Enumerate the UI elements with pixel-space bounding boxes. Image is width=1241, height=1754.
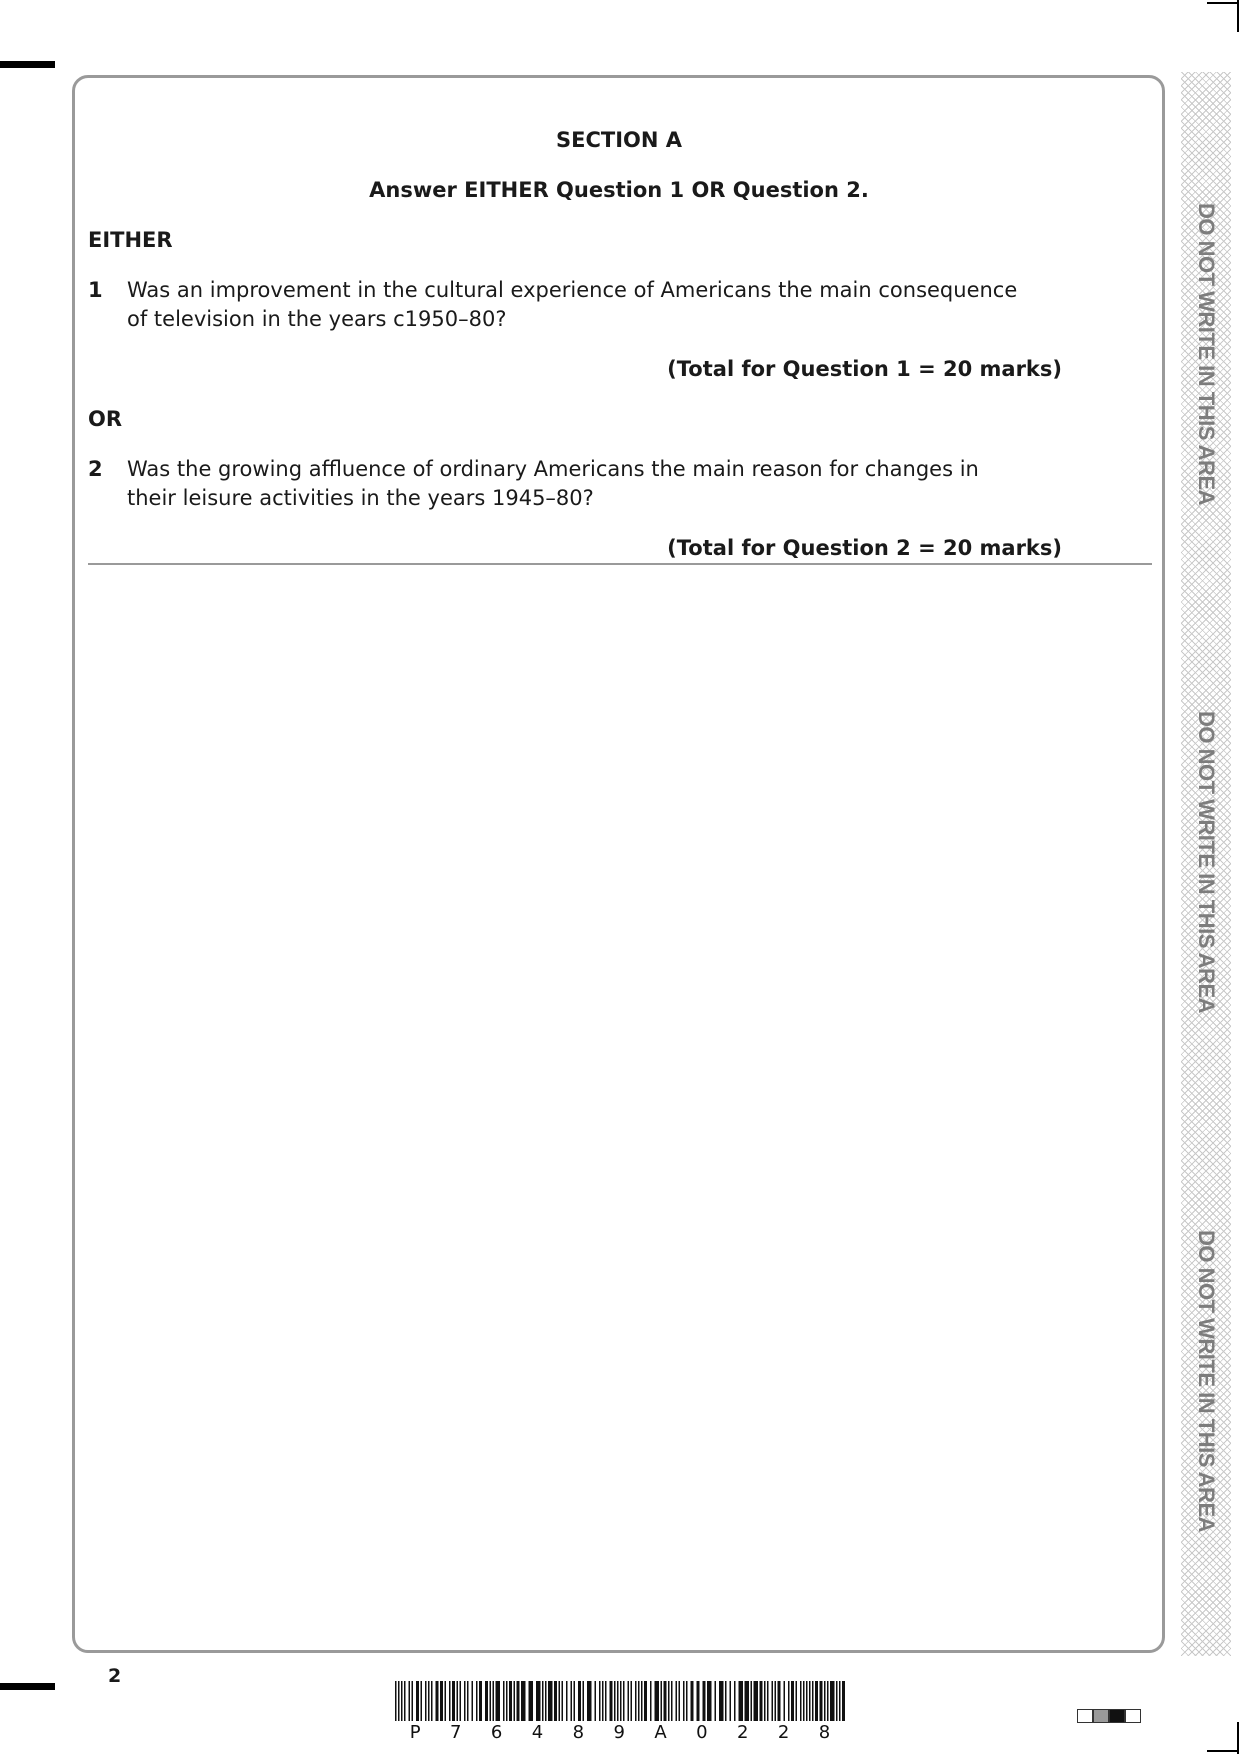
barcode-bar xyxy=(548,1681,553,1721)
barcode-bar xyxy=(595,1681,597,1721)
section-title: SECTION A xyxy=(555,128,682,152)
barcode-bar xyxy=(676,1681,678,1721)
barcode-bar xyxy=(467,1681,469,1721)
barcode-bar xyxy=(715,1681,717,1721)
barcode-bar xyxy=(623,1681,625,1721)
barcode-bar xyxy=(668,1681,670,1721)
barcode-bar xyxy=(778,1681,781,1721)
barcode-bar xyxy=(436,1681,439,1721)
crop-mark xyxy=(1237,0,1239,32)
barcode-bar xyxy=(620,1681,622,1721)
barcode-bar xyxy=(641,1681,643,1721)
barcode-bar xyxy=(503,1681,505,1721)
barcode-bar xyxy=(428,1681,430,1721)
barcode-bar xyxy=(796,1681,798,1721)
barcode-bar xyxy=(562,1681,564,1721)
barcode-bar xyxy=(683,1681,685,1721)
barcode-char: 8 xyxy=(572,1722,585,1743)
margin-warning-text: DO NOT WRITE IN THIS AREA xyxy=(1194,1229,1219,1533)
barcode-bar xyxy=(605,1681,607,1721)
question-number: 1 xyxy=(88,278,103,302)
barcode-bar xyxy=(751,1681,753,1721)
barcode-bar xyxy=(830,1681,835,1721)
barcode-bar xyxy=(739,1681,744,1721)
barcode-bar xyxy=(679,1681,681,1721)
question-number: 2 xyxy=(88,457,103,481)
barcode-bar xyxy=(686,1681,688,1721)
crop-mark xyxy=(1207,2,1239,4)
barcode-bar xyxy=(521,1681,526,1721)
barcode-bar xyxy=(457,1681,459,1721)
barcode-char: P xyxy=(409,1722,421,1743)
barcode-bar xyxy=(464,1681,466,1721)
barcode-bar xyxy=(493,1681,495,1721)
barcode-bar xyxy=(824,1681,826,1721)
question-text xyxy=(127,455,979,513)
barcode-bar xyxy=(545,1681,547,1721)
barcode-bar xyxy=(661,1681,663,1721)
barcode-bar xyxy=(617,1681,619,1721)
barcode-bar xyxy=(614,1681,616,1721)
barcode-bar xyxy=(725,1681,727,1721)
registration-mark xyxy=(0,61,55,68)
barcode-bar xyxy=(476,1681,478,1721)
page-number: 2 xyxy=(108,1665,122,1687)
section-instruction: Answer EITHER Question 1 OR Question 2. xyxy=(369,178,869,202)
section-divider xyxy=(88,563,1152,565)
barcode-bar xyxy=(800,1681,802,1721)
barcode-bar xyxy=(490,1681,492,1721)
barcode-char: A xyxy=(654,1722,667,1743)
barcode-bar xyxy=(506,1681,508,1721)
barcode-bar xyxy=(788,1681,790,1721)
registration-mark xyxy=(0,1683,55,1690)
barcode-number xyxy=(395,1722,845,1743)
barcode-bar xyxy=(395,1681,397,1721)
barcode-bar xyxy=(638,1681,640,1721)
barcode-bar xyxy=(610,1681,613,1721)
barcode-bar xyxy=(764,1681,766,1721)
barcode-bar xyxy=(536,1681,541,1721)
margin-warning-text: DO NOT WRITE IN THIS AREA xyxy=(1194,202,1219,506)
barcode-bar xyxy=(398,1681,400,1721)
barcode-bar xyxy=(449,1681,451,1721)
page-indicator-squares xyxy=(1077,1709,1141,1723)
barcode-bar xyxy=(803,1681,805,1721)
barcode-bar xyxy=(514,1681,516,1721)
barcode-bar xyxy=(671,1681,673,1721)
barcode-bar xyxy=(644,1681,647,1721)
barcode-char: 9 xyxy=(613,1722,625,1743)
barcode-bar xyxy=(839,1681,841,1721)
barcode-bar xyxy=(631,1681,633,1721)
barcode-bar xyxy=(784,1681,786,1721)
barcode-bar xyxy=(583,1681,585,1721)
barcode-bar xyxy=(445,1681,447,1721)
barcode-bar xyxy=(409,1681,411,1721)
barcode-bar xyxy=(599,1681,601,1721)
margin-warning-text: DO NOT WRITE IN THIS AREA xyxy=(1194,710,1219,1014)
question-line: of television in the years c1950–80? xyxy=(127,307,507,331)
barcode-bar xyxy=(664,1681,667,1721)
barcode-bar xyxy=(734,1681,736,1721)
barcode-bar xyxy=(416,1681,419,1721)
question-text xyxy=(127,276,1017,334)
indicator-square xyxy=(1093,1709,1109,1723)
indicator-square xyxy=(1109,1709,1125,1723)
barcode-bar xyxy=(697,1681,700,1721)
barcode-bar xyxy=(587,1681,592,1721)
barcode-bar xyxy=(820,1681,823,1721)
barcode-bar xyxy=(472,1681,474,1721)
barcode-bar xyxy=(719,1681,724,1721)
barcode-bar xyxy=(791,1681,794,1721)
barcode-bar xyxy=(479,1681,482,1721)
barcode-bar xyxy=(421,1681,423,1721)
question-marks: (Total for Question 1 = 20 marks) xyxy=(667,357,1062,381)
barcode-bar xyxy=(460,1681,462,1721)
barcode-bar xyxy=(452,1681,455,1721)
barcode-bar xyxy=(602,1681,604,1721)
barcode-bar xyxy=(836,1681,838,1721)
indicator-square xyxy=(1125,1709,1141,1723)
barcode-bar xyxy=(571,1681,573,1721)
barcode-bar xyxy=(554,1681,557,1721)
barcode-char: 7 xyxy=(449,1722,462,1743)
barcode-bar xyxy=(404,1681,406,1721)
barcode-bar xyxy=(812,1681,814,1721)
barcode-char: 4 xyxy=(531,1722,544,1743)
question-marks: (Total for Question 2 = 20 marks) xyxy=(667,536,1062,560)
question-line: their leisure activities in the years 1945–80? xyxy=(127,486,594,510)
barcode-bar xyxy=(496,1681,501,1721)
barcode-bar xyxy=(559,1681,561,1721)
barcode-bar xyxy=(827,1681,829,1721)
barcode-bar xyxy=(440,1681,443,1721)
barcode-bar xyxy=(767,1681,769,1721)
question-line: Was an improvement in the cultural experience of Americans the main consequence xyxy=(127,278,1018,302)
barcode-bar xyxy=(730,1681,732,1721)
question-line: Was the growing affluence of ordinary Americans the main reason for changes in xyxy=(127,457,979,481)
barcode-char: 6 xyxy=(490,1722,503,1743)
barcode-bar xyxy=(509,1681,512,1721)
indicator-square xyxy=(1077,1709,1093,1723)
barcode-bar xyxy=(431,1681,433,1721)
either-label: EITHER xyxy=(88,228,173,252)
barcode-char: 2 xyxy=(777,1722,790,1743)
barcode-bar xyxy=(707,1681,712,1721)
barcode-char: 8 xyxy=(818,1722,831,1743)
barcode-bar xyxy=(574,1681,576,1721)
barcode-bar xyxy=(775,1681,777,1721)
barcode-bar xyxy=(412,1681,414,1721)
barcode-bar xyxy=(401,1681,403,1721)
barcode-bar xyxy=(754,1681,759,1721)
barcode-bar xyxy=(772,1681,774,1721)
barcode-bar xyxy=(691,1681,694,1721)
or-label: OR xyxy=(88,407,123,431)
barcode-bar xyxy=(566,1681,568,1721)
barcode-bar xyxy=(745,1681,750,1721)
barcode-bar xyxy=(703,1681,706,1721)
barcode-bar xyxy=(578,1681,581,1721)
crop-mark xyxy=(1207,1750,1239,1752)
barcode-bar xyxy=(842,1681,845,1721)
barcode-bar xyxy=(529,1681,534,1721)
barcode-char: 0 xyxy=(696,1722,708,1743)
barcode-char: 2 xyxy=(736,1722,749,1743)
barcode-bar xyxy=(815,1681,818,1721)
barcode-bar xyxy=(542,1681,544,1721)
barcode-bar xyxy=(809,1681,811,1721)
barcode-bar xyxy=(635,1681,637,1721)
barcode-bar xyxy=(806,1681,808,1721)
barcode-bar xyxy=(650,1681,652,1721)
barcode-bar xyxy=(655,1681,660,1721)
barcode-bar xyxy=(628,1681,630,1721)
barcode-bar xyxy=(760,1681,763,1721)
barcode-bar xyxy=(485,1681,488,1721)
barcode-bar xyxy=(517,1681,520,1721)
barcode-bar xyxy=(425,1681,427,1721)
